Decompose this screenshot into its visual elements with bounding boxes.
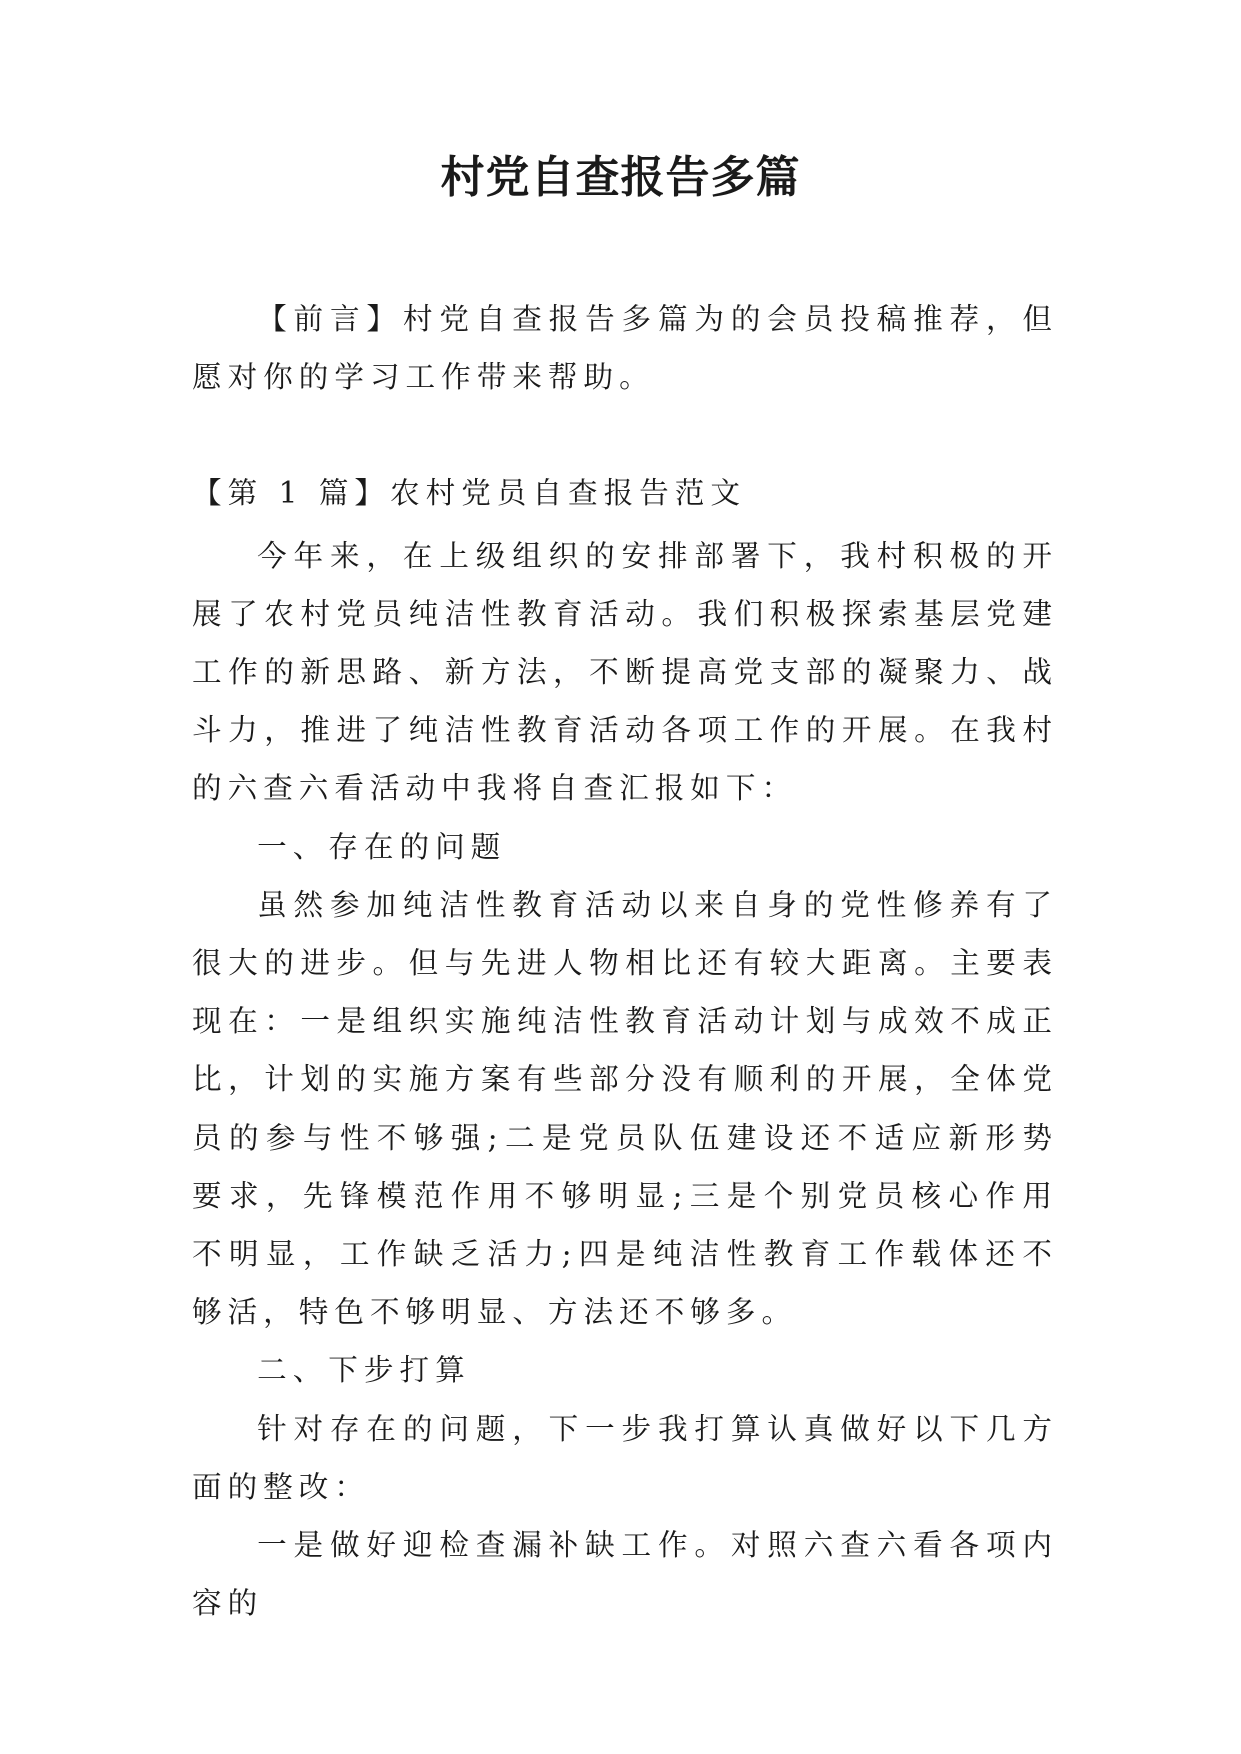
body-paragraph-problems: 虽然参加纯洁性教育活动以来自身的党性修养有了很大的进步。但与先进人物相比还有较大距离。主要表现在：一是组织实施纯洁性教育活动计划与成效不成正比，计划的实施方案有些部分没有顺利的开展，全体党员的参与性不够强;二是党员队伍建设还不适应新形势要求，先锋模范作用不够明显;三是个别党员核心作用不明显，工作缺乏活力;四是纯洁性教育工作载体还不够活，特色不够明显、方法还不够多。 <box>192 887 1058 1330</box>
body-paragraph-first-item: 一是做好迎检查漏补缺工作。对照六查六看各项内容的 <box>192 1528 1058 1621</box>
section-heading: 【第 1 篇】农村党员自查报告范文 <box>192 476 746 511</box>
body-paragraph-next-steps: 针对存在的问题，下一步我打算认真做好以下几方面的整改： <box>192 1411 1058 1504</box>
document-title: 村党自查报告多篇 <box>440 152 801 203</box>
subheading-problems: 一、存在的问题 <box>257 829 507 864</box>
subheading-next-steps: 二、下步打算 <box>257 1353 471 1388</box>
body-paragraph-intro: 今年来，在上级组织的安排部署下，我村积极的开展了农村党员纯洁性教育活动。我们积极探索基层党建工作的新思路、新方法，不断提高党支部的凝聚力、战斗力，推进了纯洁性教育活动各项工作的开展。在我村的六查六看活动中我将自查汇报如下： <box>192 538 1058 806</box>
preface-paragraph: 【前言】村党自查报告多篇为的会员投稿推荐，但愿对你的学习工作带来帮助。 <box>192 302 1058 395</box>
document-body <box>192 290 1058 1632</box>
